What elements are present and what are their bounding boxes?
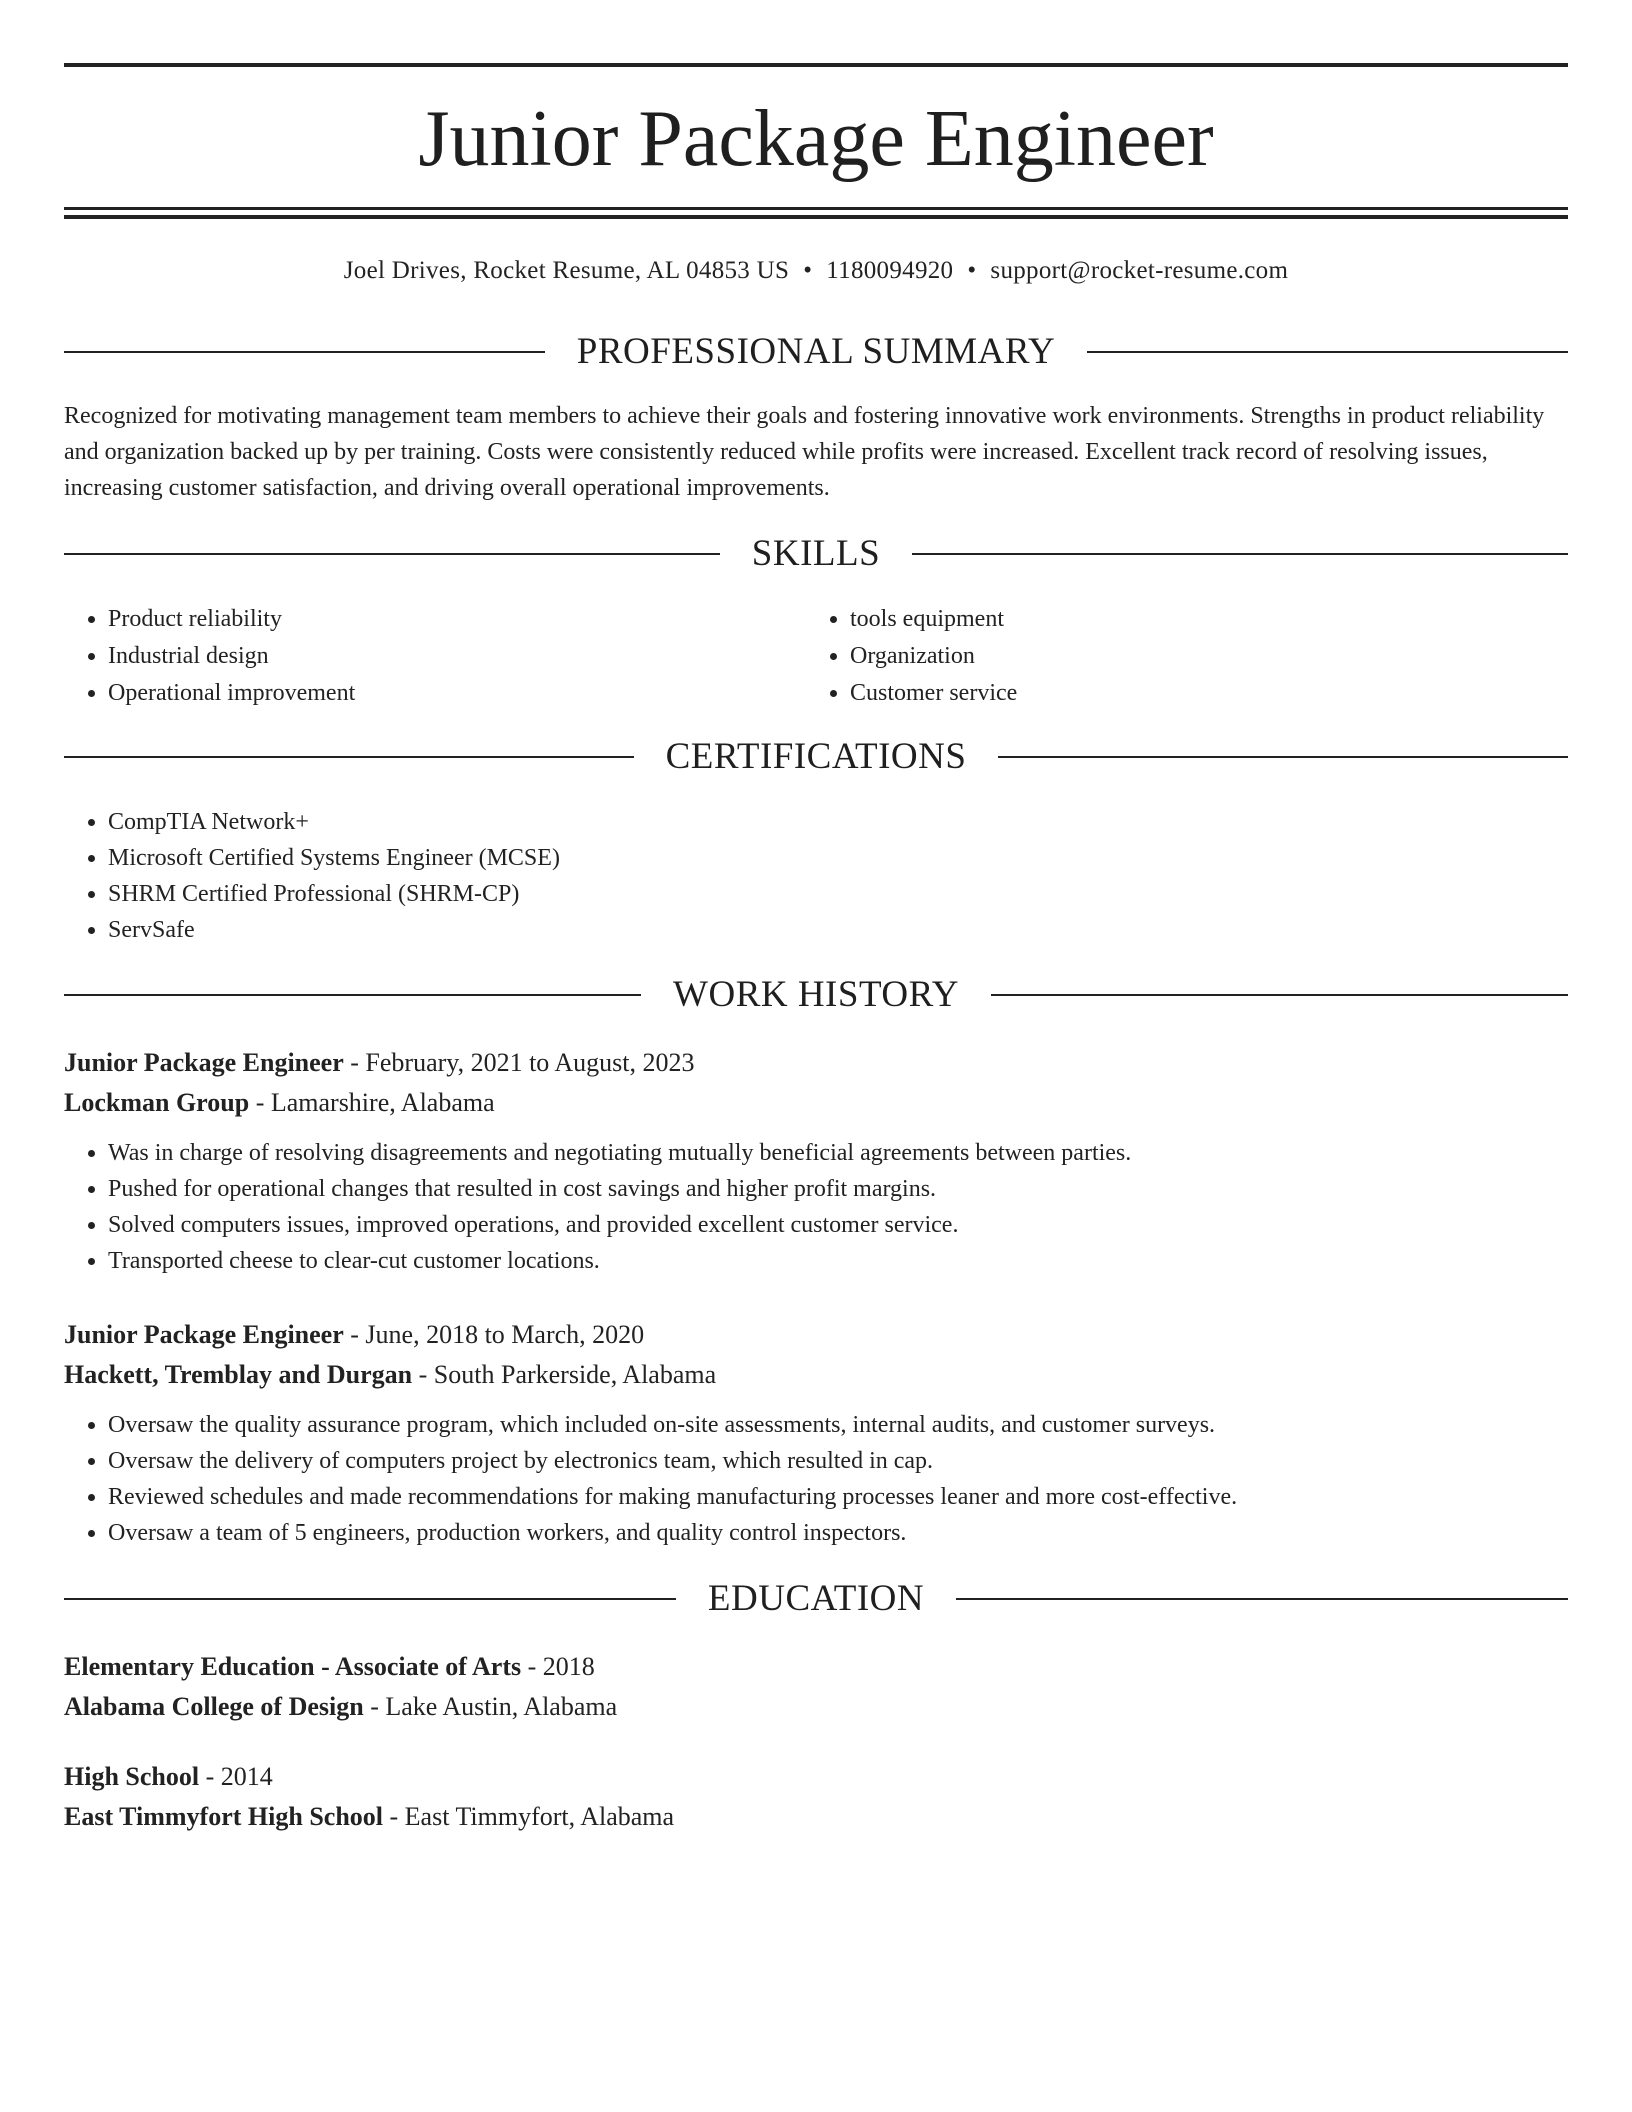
header-double-rule-lower [64, 215, 1568, 219]
job-duty-item: • Transported cheese to clear-cut customer locations. [108, 1243, 1568, 1279]
section-heading-summary [64, 330, 1568, 374]
section-title-certifications: CERTIFICATIONS [665, 736, 967, 777]
heading-rule-right [956, 1598, 1568, 1600]
job-duty-item: • Pushed for operational changes that resulted in cost savings and higher profit margins. [108, 1171, 1568, 1207]
education-entry [64, 1647, 1568, 1727]
education-degree-line [64, 1757, 1568, 1797]
job-location: - South Parkerside, Alabama [412, 1360, 717, 1389]
summary-text: Recognized for motivating management team members to achieve their goals and fostering innovative work environments. Strengths in product reliability and organization backed up by per training. Costs were consistently reduced while profits were increased. Excellent track record of resolving issues, increasing customer satisfaction, and driving overall operational improvements. [64, 403, 1545, 501]
certification-item: • Microsoft Certified Systems Engineer (MCSE) [108, 840, 1568, 876]
job-company-line [64, 1083, 1568, 1123]
skills-column-right [806, 601, 1548, 712]
contact-address: Joel Drives, Rocket Resume, AL 04853 US [343, 257, 790, 284]
certification-item: • CompTIA Network+ [108, 804, 1568, 840]
job-duties [64, 1407, 1568, 1551]
skill-item: • tools equipment [850, 601, 1548, 638]
skills-column-left [64, 601, 806, 712]
section-title-skills: SKILLS [751, 533, 881, 574]
job-company: Lockman Group [64, 1088, 250, 1117]
heading-rule-right [1087, 351, 1568, 353]
job-company-line [64, 1355, 1568, 1395]
job-entry [64, 1043, 1568, 1279]
education-degree: High School [64, 1762, 200, 1791]
education-location: - East Timmyfort, Alabama [383, 1802, 675, 1831]
education-school-line [64, 1687, 1568, 1727]
job-title: Junior Package Engineer [64, 1320, 344, 1349]
job-location: - Lamarshire, Alabama [249, 1088, 495, 1117]
job-title-line [64, 1043, 1568, 1083]
education-school-line [64, 1797, 1568, 1837]
job-company: Hackett, Tremblay and Durgan [64, 1360, 413, 1389]
skill-item: • Product reliability [108, 601, 806, 638]
education-year: - 2018 [521, 1652, 595, 1681]
section-heading-certifications [64, 735, 1568, 779]
heading-rule-right [991, 994, 1568, 996]
job-duty-item: • Oversaw the delivery of computers project by electronics team, which resulted in cap. [108, 1443, 1568, 1479]
header-double-rule-upper [64, 207, 1568, 210]
heading-rule-left [64, 756, 634, 758]
resume-title: Junior Package Engineer [418, 95, 1214, 183]
section-title-education: EDUCATION [707, 1578, 925, 1619]
education-school: Alabama College of Design [64, 1692, 364, 1721]
education-entry [64, 1757, 1568, 1837]
job-dates: - February, 2021 to August, 2023 [343, 1048, 695, 1077]
certifications-list [64, 804, 1568, 948]
job-duty-item: • Solved computers issues, improved operations, and provided excellent customer service. [108, 1207, 1568, 1243]
skill-item: • Customer service [850, 675, 1548, 712]
job-title: Junior Package Engineer [64, 1048, 344, 1077]
job-duty-item: • Oversaw a team of 5 engineers, production workers, and quality control inspectors. [108, 1515, 1568, 1551]
skills-list [64, 601, 1568, 712]
header-top-rule [64, 63, 1568, 67]
education-degree: Elementary Education - Associate of Arts [64, 1652, 522, 1681]
skill-item: • Operational improvement [108, 675, 806, 712]
skill-item: • Organization [850, 638, 1548, 675]
education-school: East Timmyfort High School [64, 1802, 384, 1831]
certification-item: • ServSafe [108, 912, 1568, 948]
heading-rule-left [64, 351, 545, 353]
job-title-line [64, 1315, 1568, 1355]
contact-separator: • [803, 257, 813, 284]
section-title-work-history: WORK HISTORY [673, 974, 959, 1015]
job-dates: - June, 2018 to March, 2020 [343, 1320, 645, 1349]
job-duty-item: • Reviewed schedules and made recommendations for making manufacturing processes leaner and more cost-effective. [108, 1479, 1568, 1515]
section-heading-skills [64, 532, 1568, 576]
contact-separator: • [967, 257, 977, 284]
education-year: - 2014 [199, 1762, 273, 1791]
job-duties [64, 1135, 1568, 1279]
heading-rule-right [998, 756, 1568, 758]
certification-item: • SHRM Certified Professional (SHRM-CP) [108, 876, 1568, 912]
job-entry [64, 1315, 1568, 1551]
heading-rule-right [912, 553, 1568, 555]
heading-rule-left [64, 994, 641, 996]
skill-item: • Industrial design [108, 638, 806, 675]
job-duty-item: • Oversaw the quality assurance program, which included on-site assessments, internal audits, and customer surveys. [108, 1407, 1568, 1443]
contact-phone: 1180094920 [826, 257, 954, 284]
contact-line [64, 254, 1568, 288]
job-duty-item: • Was in charge of resolving disagreements and negotiating mutually beneficial agreements between parties. [108, 1135, 1568, 1171]
education-location: - Lake Austin, Alabama [363, 1692, 618, 1721]
section-title-summary: PROFESSIONAL SUMMARY [576, 331, 1056, 372]
contact-email: support@rocket-resume.com [990, 257, 1289, 284]
education-degree-line [64, 1647, 1568, 1687]
section-heading-education [64, 1577, 1568, 1621]
heading-rule-left [64, 1598, 676, 1600]
section-heading-work-history [64, 973, 1568, 1017]
heading-rule-left [64, 553, 720, 555]
